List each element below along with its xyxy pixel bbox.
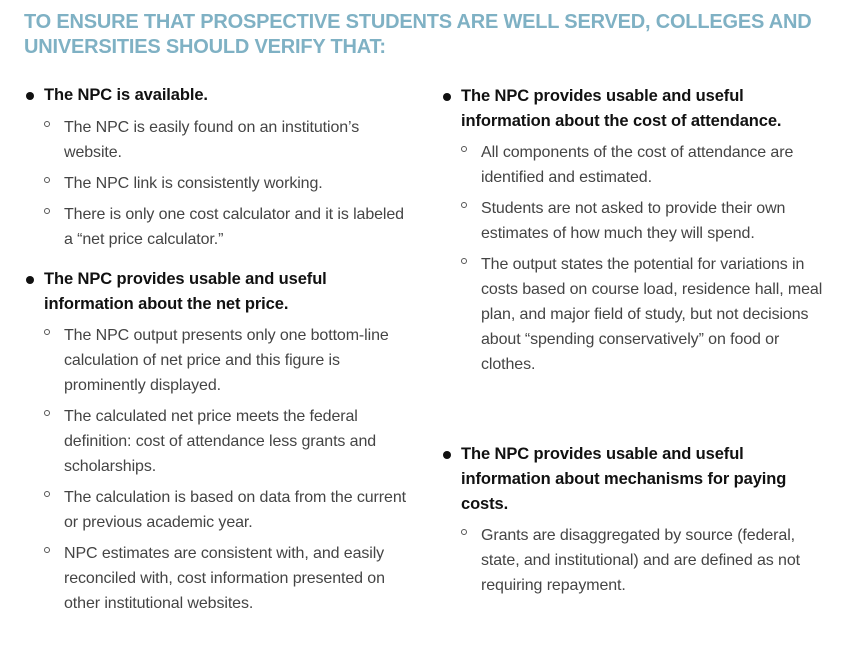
list-item [26,485,409,535]
list-item-text: There is only one cost calculator and it is labeled a “net price calculator.” [64,206,404,248]
list-item [26,171,404,196]
bullet-icon [26,276,34,284]
list-item-text: Grants are disaggregated by source (federal, state, and institutional) and are defined as not requiring repayment. [481,527,800,594]
list-item [26,323,389,398]
list-item [26,541,409,616]
section-bullet [26,83,406,108]
list-item-text: All components of the cost of attendance are identified and estimated. [481,144,794,186]
ring-bullet-icon [44,208,50,214]
section-title: The NPC provides usable and useful information about the net price. [44,270,327,313]
bullet-icon [26,92,34,100]
list-item [443,252,831,377]
list-item-text: The NPC output presents only one bottom-line calculation of net price and this figure is prominently displayed. [64,327,389,394]
list-item [26,202,404,252]
ring-bullet-icon [44,177,50,183]
ring-bullet-icon [44,491,50,497]
section-bullet [443,84,831,134]
ring-bullet-icon [461,202,467,208]
list-item-text: The calculation is based on data from the current or previous academic year. [64,489,406,531]
section-net-price [26,267,406,616]
list-item-text: The NPC is easily found on an institution’s website. [64,119,360,161]
bullet-icon [443,93,451,101]
bullet-icon [443,451,451,459]
ring-bullet-icon [44,329,50,335]
section-title: The NPC is available. [44,86,208,104]
ring-bullet-icon [44,121,50,127]
list-item [443,196,801,246]
ring-bullet-icon [44,410,50,416]
list-item [443,523,836,598]
ring-bullet-icon [461,146,467,152]
section-title: The NPC provides usable and useful information about mechanisms for paying costs. [461,445,787,513]
ring-bullet-icon [44,547,50,553]
ring-bullet-icon [461,258,467,264]
section-bullet [443,442,831,517]
section-npc-available [26,83,406,252]
section-paying-costs [443,442,833,598]
page-heading: TO ENSURE THAT PROSPECTIVE STUDENTS ARE WELL SERVED, COLLEGES AND UNIVERSITIES SHOULD VERIFY THAT: [24,11,812,58]
list-item-text: The output states the potential for variations in costs based on course load, residence hall, meal plan, and major field of study, but not decisions about “spending conservatively” on food or clothes. [481,256,823,373]
list-item-text: NPC estimates are consistent with, and easily reconciled with, cost information presented on other institutional websites. [64,545,385,612]
list-item-text: The NPC link is consistently working. [64,175,323,192]
list-item [26,115,404,165]
section-cost-of-attendance [443,84,833,377]
section-title: The NPC provides usable and useful information about the cost of attendance. [461,87,782,130]
list-item-text: Students are not asked to provide their own estimates of how much they will spend. [481,200,786,242]
list-item [443,140,826,190]
ring-bullet-icon [461,529,467,535]
section-bullet [26,267,344,317]
list-item-text: The calculated net price meets the federal definition: cost of attendance less grants and scholarships. [64,408,377,475]
list-item [26,404,409,479]
